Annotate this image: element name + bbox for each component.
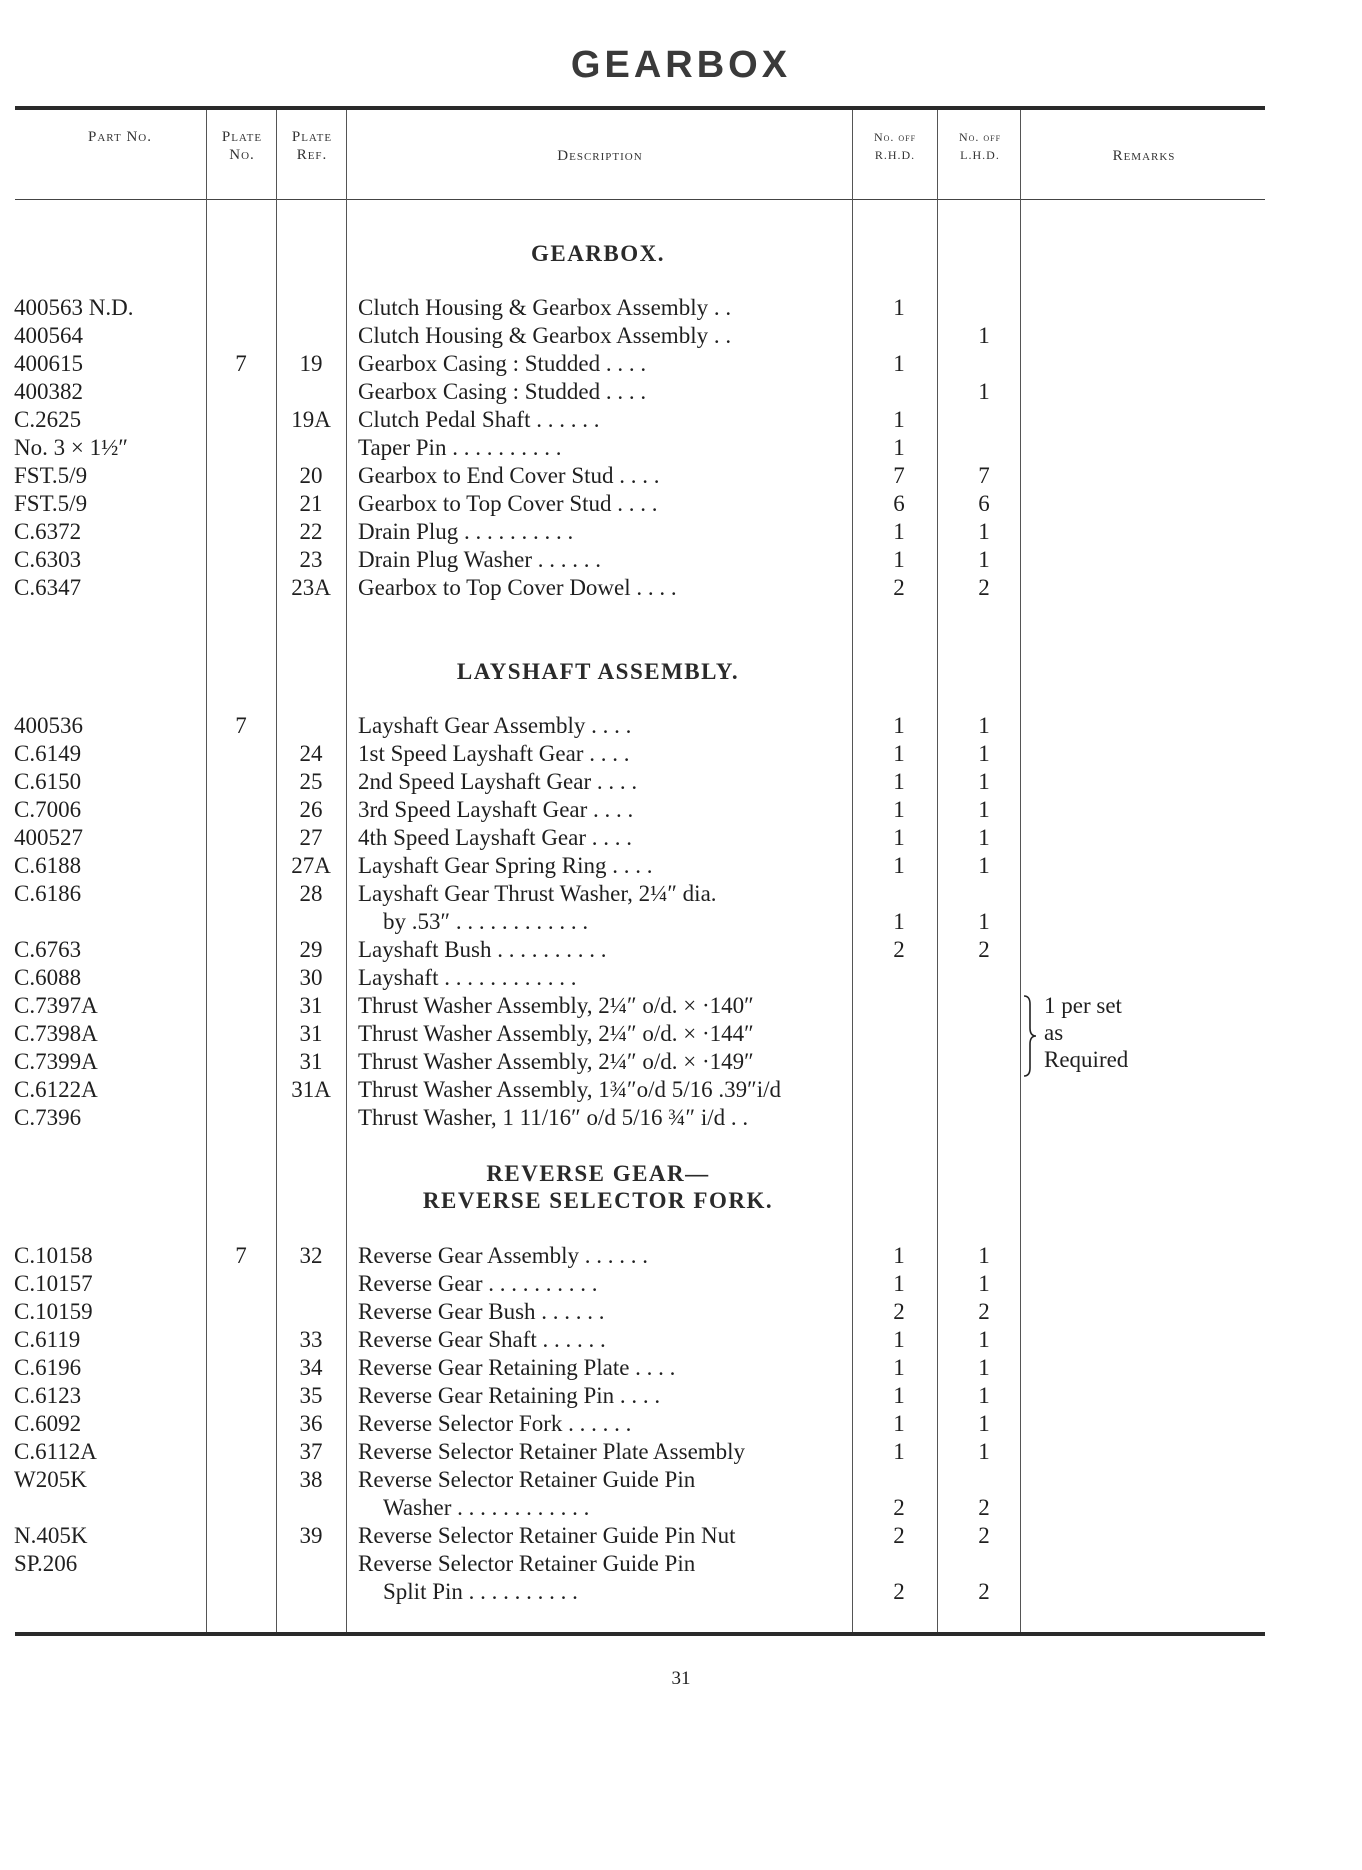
part-number: C.10158 xyxy=(14,1243,93,1268)
qty-lhd: 1 xyxy=(978,519,990,544)
plate-ref: 37 xyxy=(299,1439,323,1464)
plate-ref: 19A xyxy=(291,407,331,432)
description: Thrust Washer Assembly, 2¼″ o/d. × ·149″ xyxy=(358,1049,754,1074)
part-number: C.6763 xyxy=(14,937,82,962)
plate-ref: 35 xyxy=(299,1383,323,1408)
part-number: FST.5/9 xyxy=(14,463,88,488)
table-row xyxy=(0,1522,1362,1550)
description: Gearbox Casing : Studded . . . . xyxy=(358,351,647,376)
description: Reverse Gear Assembly . . . . . . xyxy=(358,1243,648,1268)
qty-lhd: 1 xyxy=(978,1243,990,1268)
plate-ref: 26 xyxy=(299,797,323,822)
plate-ref: 31A xyxy=(291,1077,331,1102)
description: Thrust Washer Assembly, 2¼″ o/d. × ·140″ xyxy=(358,993,754,1018)
table-row xyxy=(0,518,1362,546)
table-row xyxy=(0,768,1362,796)
table-row xyxy=(0,964,1362,992)
plate-ref: 30 xyxy=(299,965,323,990)
part-number: SP.206 xyxy=(14,1551,78,1576)
table-row xyxy=(0,1298,1362,1326)
part-number: 400527 xyxy=(14,825,83,850)
qty-rhd: 1 xyxy=(893,1271,905,1296)
section-title: GEARBOX. xyxy=(530,241,666,266)
plate-ref: 31 xyxy=(299,1049,323,1074)
qty-rhd: 1 xyxy=(893,853,905,878)
remark-line: as xyxy=(1044,1020,1064,1045)
description: Gearbox to End Cover Stud . . . . xyxy=(358,463,660,488)
qty-lhd: 1 xyxy=(978,1439,990,1464)
qty-lhd: 1 xyxy=(978,909,990,934)
description: 2nd Speed Layshaft Gear . . . . xyxy=(358,769,638,794)
table-row xyxy=(0,796,1362,824)
part-number: 400563 N.D. xyxy=(14,295,134,320)
qty-rhd: 2 xyxy=(893,1523,905,1548)
table-row xyxy=(0,462,1362,490)
qty-lhd: 2 xyxy=(978,1579,990,1604)
table-row xyxy=(0,406,1362,434)
qty-rhd: 1 xyxy=(893,435,905,460)
plate-ref: 28 xyxy=(299,881,323,906)
description: Thrust Washer Assembly, 2¼″ o/d. × ·144″ xyxy=(358,1021,754,1046)
table-row xyxy=(0,712,1362,740)
qty-lhd: 1 xyxy=(978,1327,990,1352)
header-plate-ref: Plate Ref. xyxy=(291,129,333,163)
description: Layshaft Gear Assembly . . . . xyxy=(358,713,632,738)
plate-ref: 22 xyxy=(299,519,323,544)
table-row xyxy=(0,1438,1362,1466)
table-row xyxy=(0,852,1362,880)
qty-rhd: 1 xyxy=(893,1327,905,1352)
description: Layshaft . . . . . . . . . . . . xyxy=(358,965,577,990)
qty-rhd: 1 xyxy=(893,1411,905,1436)
description: Reverse Gear Retaining Pin . . . . xyxy=(358,1383,661,1408)
qty-lhd: 2 xyxy=(978,1299,990,1324)
section-title: REVERSE GEAR— xyxy=(486,1161,710,1186)
table-row xyxy=(0,490,1362,518)
qty-rhd: 2 xyxy=(893,937,905,962)
qty-lhd: 1 xyxy=(978,323,990,348)
header-no-off-rhd: No. off R.H.D. xyxy=(873,130,917,162)
part-number: C.6150 xyxy=(14,769,82,794)
part-number: 400536 xyxy=(14,713,83,738)
part-number: C.6372 xyxy=(14,519,82,544)
qty-lhd: 6 xyxy=(978,491,990,516)
description: Clutch Housing & Gearbox Assembly . . xyxy=(358,323,732,348)
plate-ref: 29 xyxy=(299,937,323,962)
description: Reverse Selector Retainer Plate Assembly xyxy=(358,1439,746,1464)
qty-lhd: 1 xyxy=(978,741,990,766)
table-row xyxy=(0,1466,1362,1494)
section-title: LAYSHAFT ASSEMBLY. xyxy=(456,659,740,684)
description: 3rd Speed Layshaft Gear . . . . xyxy=(358,797,634,822)
description: Reverse Selector Retainer Guide Pin xyxy=(358,1551,696,1576)
part-number: FST.5/9 xyxy=(14,491,88,516)
description: 4th Speed Layshaft Gear . . . . xyxy=(358,825,633,850)
qty-rhd: 1 xyxy=(893,909,905,934)
table-row xyxy=(0,1242,1362,1270)
part-number: W205K xyxy=(14,1467,87,1492)
part-number: C.10157 xyxy=(14,1271,93,1296)
description: Gearbox Casing : Studded . . . . xyxy=(358,379,647,404)
description: Reverse Gear . . . . . . . . . . xyxy=(358,1271,598,1296)
plate-ref: 32 xyxy=(299,1243,323,1268)
table-row xyxy=(0,1382,1362,1410)
qty-lhd: 2 xyxy=(978,1523,990,1548)
qty-lhd: 1 xyxy=(978,1355,990,1380)
qty-lhd: 1 xyxy=(978,1271,990,1296)
table-row xyxy=(0,434,1362,462)
plate-ref: 27 xyxy=(299,825,323,850)
qty-rhd: 7 xyxy=(893,463,905,488)
description: Thrust Washer Assembly, 1¾″o/d 5/16 .39″i/d xyxy=(358,1077,781,1102)
part-number: C.7397A xyxy=(14,993,98,1018)
table-row xyxy=(0,1550,1362,1578)
part-number: C.10159 xyxy=(14,1299,93,1324)
qty-lhd: 7 xyxy=(978,463,990,488)
table-bottom-rule xyxy=(15,1632,1265,1636)
qty-lhd: 1 xyxy=(978,1383,990,1408)
remark-line: Required xyxy=(1044,1047,1129,1072)
header-description: Description xyxy=(557,148,643,164)
plate-ref: 31 xyxy=(299,993,323,1018)
section-title-line-2: REVERSE SELECTOR FORK. xyxy=(422,1188,774,1213)
table-row xyxy=(0,1410,1362,1438)
part-number: 400382 xyxy=(14,379,83,404)
plate-number: 7 xyxy=(235,351,247,376)
remarks-note xyxy=(1018,994,1258,1078)
plate-ref: 23A xyxy=(291,575,331,600)
qty-lhd: 1 xyxy=(978,713,990,738)
plate-ref: 19 xyxy=(299,351,323,376)
qty-rhd: 1 xyxy=(893,407,905,432)
part-number: C.7006 xyxy=(14,797,82,822)
table-row xyxy=(0,546,1362,574)
description: Gearbox to Top Cover Stud . . . . xyxy=(358,491,658,516)
plate-ref: 20 xyxy=(299,463,323,488)
description: Split Pin . . . . . . . . . . xyxy=(383,1579,578,1604)
table-row xyxy=(0,574,1362,602)
description: Clutch Housing & Gearbox Assembly . . xyxy=(358,295,732,320)
plate-ref: 34 xyxy=(299,1355,323,1380)
description: Reverse Selector Retainer Guide Pin xyxy=(358,1467,696,1492)
qty-rhd: 1 xyxy=(893,547,905,572)
part-number: C.6149 xyxy=(14,741,82,766)
table-row xyxy=(0,1104,1362,1132)
qty-rhd: 2 xyxy=(893,575,905,600)
qty-rhd: 1 xyxy=(893,797,905,822)
description: Thrust Washer, 1 11/16″ o/d 5/16 ¾″ i/d . . xyxy=(358,1105,749,1130)
qty-rhd: 2 xyxy=(893,1579,905,1604)
qty-rhd: 2 xyxy=(893,1299,905,1324)
part-number: C.6122A xyxy=(14,1077,98,1102)
part-number: C.7399A xyxy=(14,1049,98,1074)
qty-rhd: 1 xyxy=(893,825,905,850)
part-number: C.6303 xyxy=(14,547,82,572)
qty-lhd: 1 xyxy=(978,379,990,404)
table-row xyxy=(0,740,1362,768)
part-number: C.2625 xyxy=(14,407,82,432)
description: 1st Speed Layshaft Gear . . . . xyxy=(358,741,630,766)
part-number: C.6123 xyxy=(14,1383,82,1408)
qty-rhd: 1 xyxy=(893,295,905,320)
part-number: C.6188 xyxy=(14,853,82,878)
qty-rhd: 1 xyxy=(893,519,905,544)
header-no-off-lhd: No. off L.H.D. xyxy=(958,130,1002,162)
plate-ref: 36 xyxy=(299,1411,323,1436)
plate-number: 7 xyxy=(235,1243,247,1268)
table-row xyxy=(0,1354,1362,1382)
part-number: C.6119 xyxy=(14,1327,81,1352)
plate-ref: 33 xyxy=(299,1327,323,1352)
remark-line: 1 per set xyxy=(1044,993,1122,1018)
plate-ref: 21 xyxy=(299,491,323,516)
qty-rhd: 1 xyxy=(893,351,905,376)
part-number: C.6092 xyxy=(14,1411,82,1436)
qty-rhd: 1 xyxy=(893,1355,905,1380)
qty-lhd: 2 xyxy=(978,937,990,962)
description: Layshaft Gear Spring Ring . . . . xyxy=(358,853,653,878)
qty-rhd: 2 xyxy=(893,1495,905,1520)
description: Layshaft Gear Thrust Washer, 2¼″ dia. xyxy=(358,881,717,906)
table-row xyxy=(0,824,1362,852)
plate-ref: 25 xyxy=(299,769,323,794)
header-top-rule xyxy=(15,106,1265,110)
description: Reverse Gear Bush . . . . . . xyxy=(358,1299,605,1324)
qty-lhd: 1 xyxy=(978,797,990,822)
description: Clutch Pedal Shaft . . . . . . xyxy=(358,407,600,432)
qty-rhd: 1 xyxy=(893,713,905,738)
plate-ref: 38 xyxy=(299,1467,323,1492)
qty-rhd: 1 xyxy=(893,741,905,766)
part-number: C.6186 xyxy=(14,881,82,906)
qty-lhd: 1 xyxy=(978,853,990,878)
brace-icon xyxy=(1018,994,1040,1078)
table-row xyxy=(0,294,1362,322)
qty-lhd: 1 xyxy=(978,547,990,572)
qty-rhd: 1 xyxy=(893,1243,905,1268)
table-row xyxy=(0,1578,1362,1606)
description: Reverse Gear Retaining Plate . . . . xyxy=(358,1355,676,1380)
qty-lhd: 1 xyxy=(978,825,990,850)
part-number: C.6112A xyxy=(14,1439,97,1464)
table-row xyxy=(0,1076,1362,1104)
description: Gearbox to Top Cover Dowel . . . . xyxy=(358,575,677,600)
description: Taper Pin . . . . . . . . . . xyxy=(358,435,562,460)
table-row xyxy=(0,378,1362,406)
part-number: No. 3 × 1½″ xyxy=(14,435,128,460)
table-row xyxy=(0,322,1362,350)
table-row xyxy=(0,908,1362,936)
description: Reverse Gear Shaft . . . . . . xyxy=(358,1327,606,1352)
table-row xyxy=(0,1270,1362,1298)
plate-ref: 31 xyxy=(299,1021,323,1046)
plate-ref: 24 xyxy=(299,741,323,766)
part-number: 400615 xyxy=(14,351,83,376)
plate-ref: 39 xyxy=(299,1523,323,1548)
part-number: C.7396 xyxy=(14,1105,82,1130)
qty-lhd: 1 xyxy=(978,1411,990,1436)
table-row xyxy=(0,350,1362,378)
description: Drain Plug Washer . . . . . . xyxy=(358,547,602,572)
page-number: 31 xyxy=(671,1668,691,1689)
part-number: C.7398A xyxy=(14,1021,98,1046)
description: Reverse Selector Retainer Guide Pin Nut xyxy=(358,1523,736,1548)
plate-ref: 27A xyxy=(291,853,331,878)
table-row xyxy=(0,936,1362,964)
qty-lhd: 2 xyxy=(978,575,990,600)
header-remarks: Remarks xyxy=(1112,148,1176,164)
page-title: GEARBOX xyxy=(570,44,792,86)
description: Drain Plug . . . . . . . . . . xyxy=(358,519,574,544)
qty-rhd: 1 xyxy=(893,1439,905,1464)
qty-rhd: 1 xyxy=(893,1383,905,1408)
part-number: 400564 xyxy=(14,323,83,348)
description: Reverse Selector Fork . . . . . . xyxy=(358,1411,632,1436)
description: Washer . . . . . . . . . . . . xyxy=(383,1495,590,1520)
table-row xyxy=(0,1494,1362,1522)
part-number: C.6088 xyxy=(14,965,82,990)
header-part-no: Part No. xyxy=(88,129,152,145)
plate-ref: 23 xyxy=(299,547,323,572)
part-number: C.6347 xyxy=(14,575,82,600)
qty-lhd: 2 xyxy=(978,1495,990,1520)
part-number: C.6196 xyxy=(14,1355,82,1380)
qty-rhd: 1 xyxy=(893,769,905,794)
table-row xyxy=(0,1326,1362,1354)
qty-rhd: 6 xyxy=(893,491,905,516)
table-row xyxy=(0,880,1362,908)
plate-number: 7 xyxy=(235,713,247,738)
header-bottom-rule xyxy=(15,199,1265,200)
header-plate-no: Plate No. xyxy=(221,129,263,163)
description: Layshaft Bush . . . . . . . . . . xyxy=(358,937,607,962)
description: by .53″ . . . . . . . . . . . . xyxy=(383,909,589,934)
part-number: N.405K xyxy=(14,1523,88,1548)
qty-lhd: 1 xyxy=(978,769,990,794)
